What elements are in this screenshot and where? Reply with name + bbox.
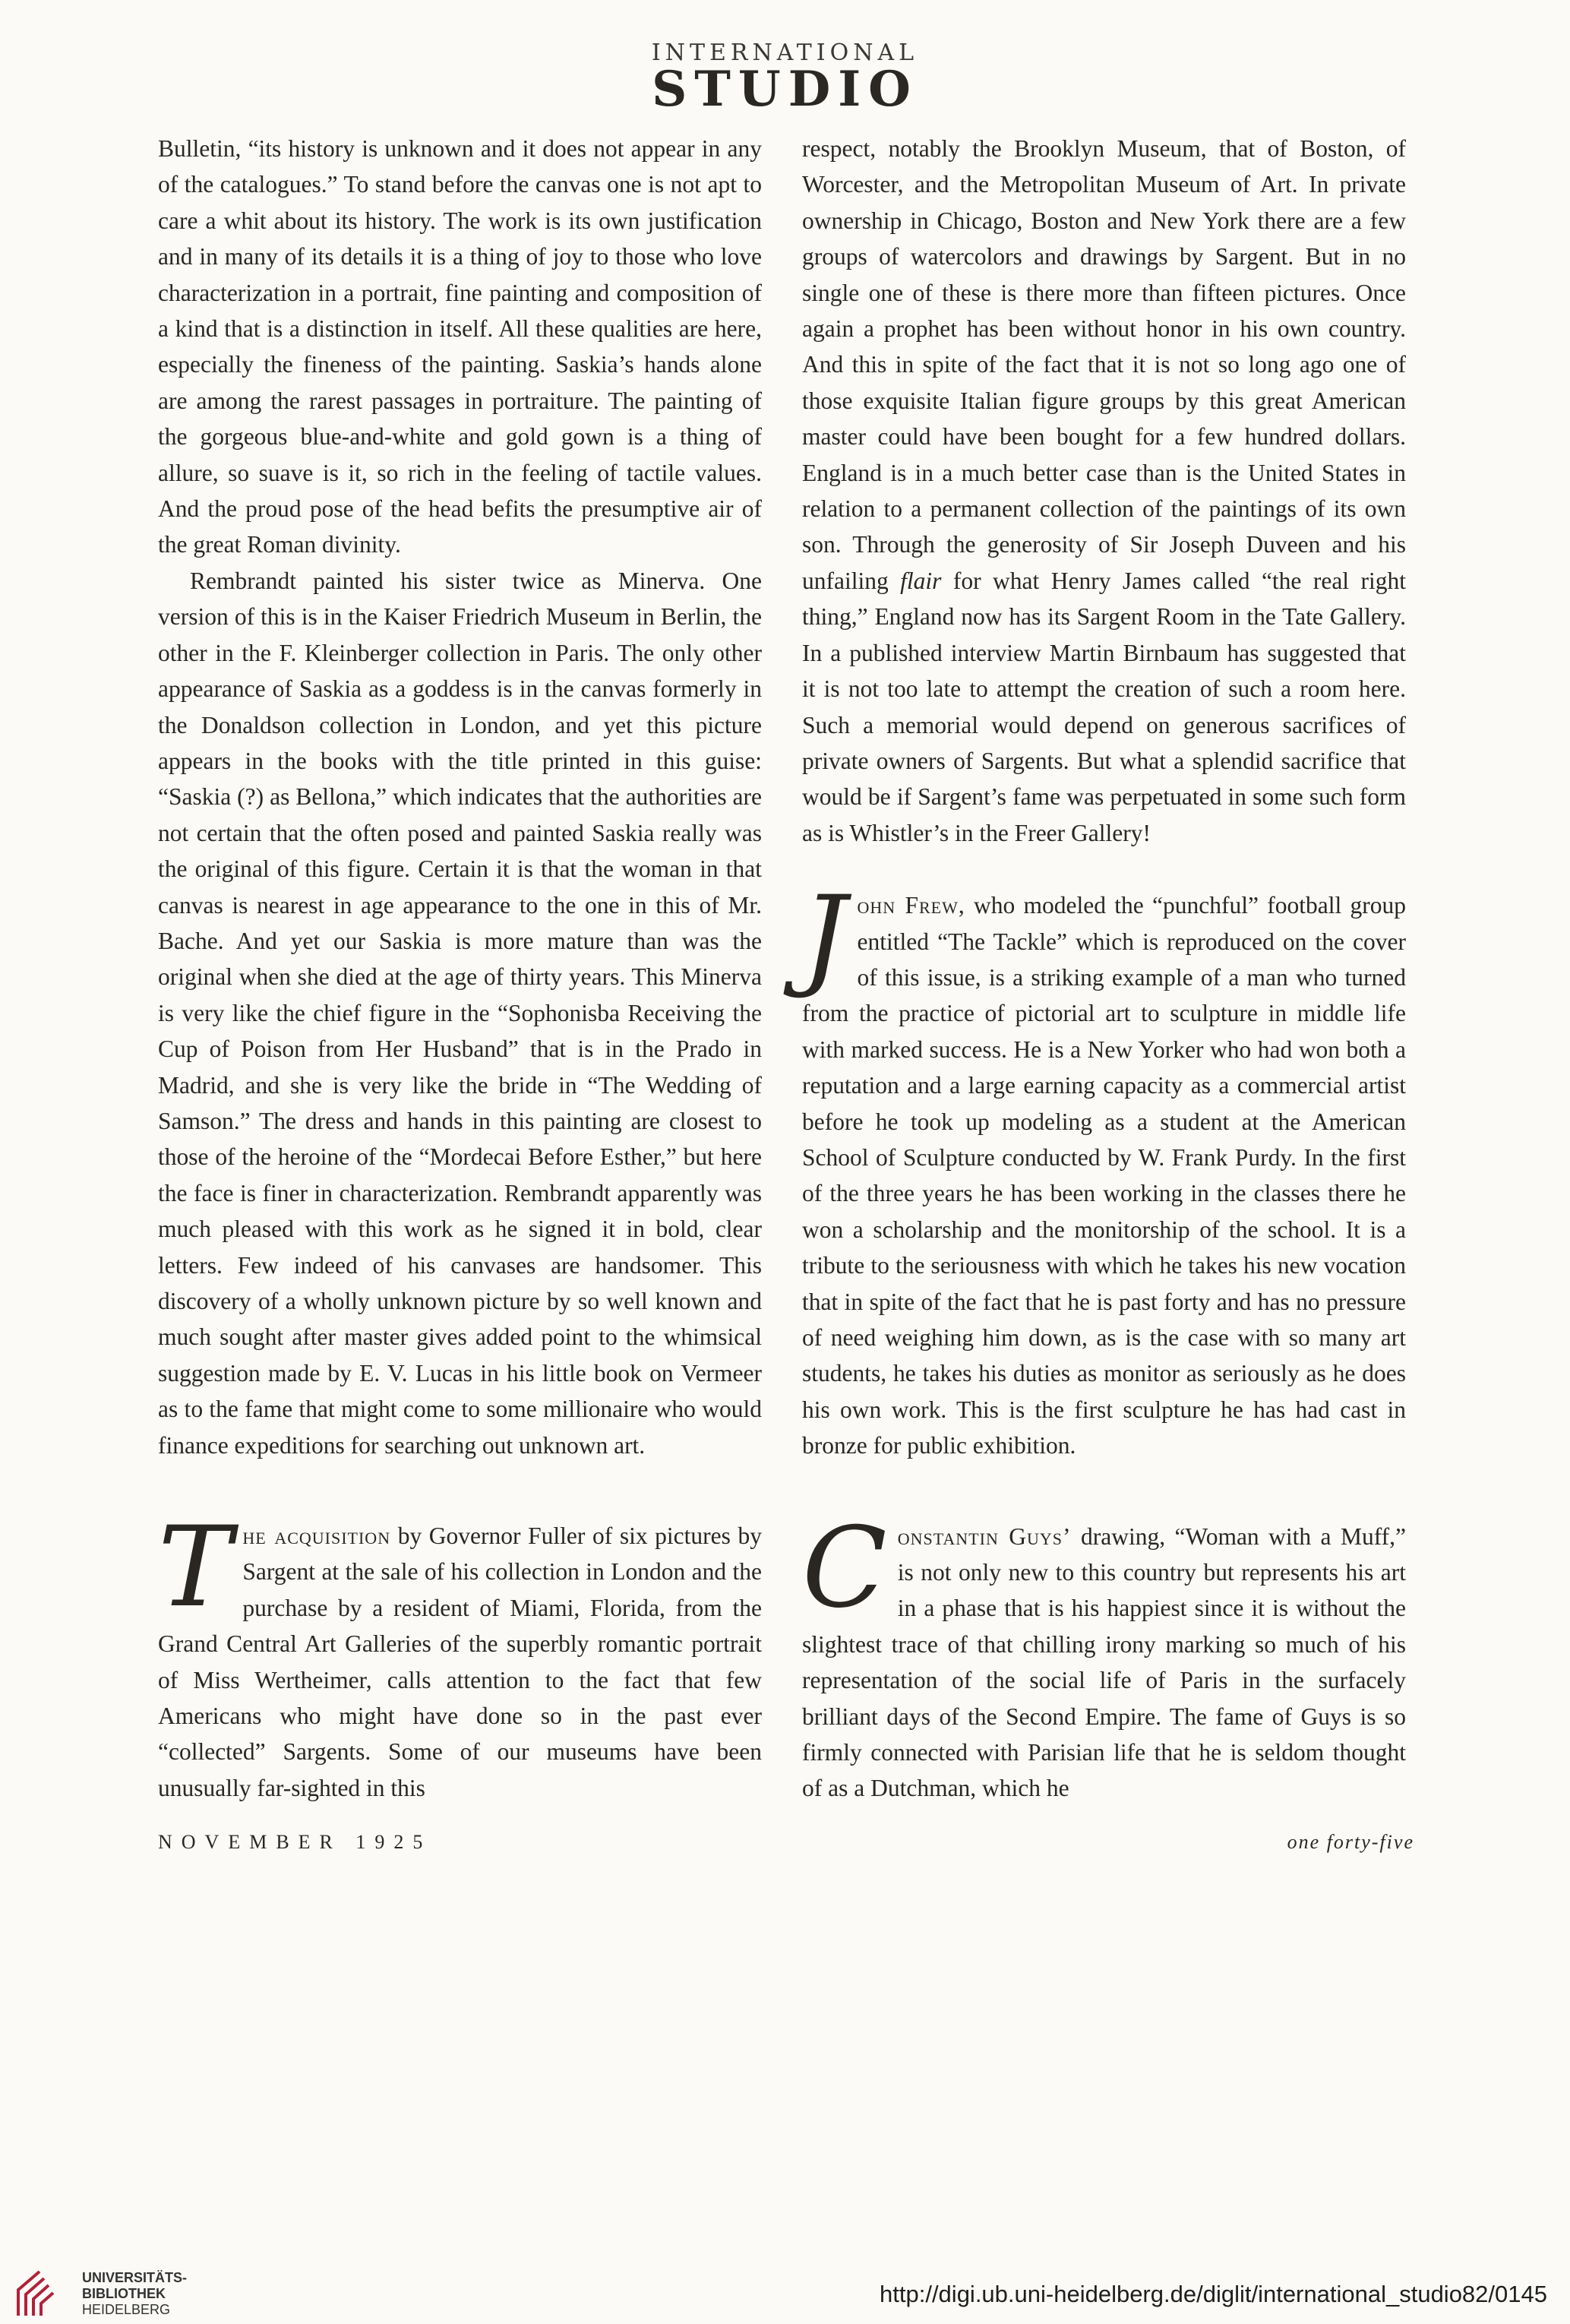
digitization-footer: [0, 2264, 1570, 2324]
masthead-title-line1: INTERNATIONAL: [651, 40, 919, 66]
drop-cap: T: [158, 1503, 232, 1633]
drop-cap: J: [802, 872, 847, 1002]
paragraph-bulletin: [158, 131, 762, 563]
masthead-title-studio: STUDIO: [652, 61, 918, 118]
lead-words: he acquisition: [242, 1522, 391, 1550]
paragraph-sargent-acquisition: [158, 1503, 762, 1806]
paragraph-text: drawing, “Woman with a Muff,” is not only new to this country but represents his art in a phase that is his happiest since it is without the slightest trace of that chilling irony marking so much of his representation of the social life of Paris in the surfacely brilliant days of the Second Empire. The fame of Guys is so firmly connected with Parisian life that he is seldom thought of as a Dutchman, which he: [802, 1522, 1406, 1802]
library-name-line2: BIBLIOTHEK: [82, 2286, 166, 2301]
paragraph-sargent-museums: [802, 131, 1406, 851]
paragraph-text: by Governor Fuller of six pictures by Sargent at the sale of his collection in London and the purchase by a resident of Miami, Florida, from the Grand Central Art Galleries of the superbly romantic portrait of Miss Wertheimer, calls attention to the fact that few Americans who might have done so in the past ever “collected” Sargents. Some of our museums have been unusually far-sighted in this: [158, 1522, 762, 1801]
right-column: [802, 131, 1406, 1807]
italic-word: flair: [900, 567, 942, 594]
paragraph-text: Rembrandt painted his sister twice as Minerva. One version of this is in the Kaiser Friedrich Museum in Berlin, the other in the F. Kleinberger collection in Paris. The only other appearance of Saskia as a goddess is in the canvas formerly in the Donaldson collection in London, and yet this picture appears in the books with the title printed in this guise: “Saskia (?) as Bellona,” which indicates that the authorities are not certain that the often posed and painted Saskia really was the original of this figure. Certain it is that the woman in that canvas is nearest in age appearance to the one in this of Mr. Bache. And yet our Saskia is more mature than was the original when she died at the age of thirty years. This Minerva is very like the chief figure in the “Sophonisba Receiving the Cup of Poison from Her Husband” that is in the Prado in Madrid, and she is very like the bride in “The Wedding of Samson.” The dress and hands in this painting are closest to those of the heroine of the “Mordecai Before Esther,” but here the face is finer in characterization. Rembrandt apparently was much pleased with this work as he signed it in bold, clear letters. Few indeed of his canvases are handsomer. This discovery of a wholly unknown picture by so well known and much sought after master gives added point to the whimsical suggestion made by E. V. Lucas in his little book on Vermeer as to the fame that might come to some millionaire who would finance expeditions for searching out unknown art.: [158, 567, 762, 1459]
paragraph-text: respect, notably the Brooklyn Museum, that of Boston, of Worcester, and the Metropolitan Museum of Art. In private ownership in Chicago, Boston and New York there are a few groups of watercolors and drawings by Sargent. But in no single one of these is there more than fifteen pictures. Once again a prophet has been without honor in his own country. And this in spite of the fact that it is not so long ago one of those exquisite Italian figure groups by this great American master could have been bought for a few hundred dollars. England is in a much better case than is the United States in relation to a permanent collection of the paintings of its own son. Through the generosity of Sir Joseph Duveen and his unfailing: [802, 135, 1406, 594]
library-name-line3: HEIDELBERG: [82, 2302, 171, 2317]
paragraph-text: who modeled the “punchful” football group entitled “The Tackle” which is reproduced on the cover of this issue, is a striking example of a man who turned from the practice of pictorial art to sculpture in middle life with marked success. He is a New Yorker who had won both a reputation and a large earning capacity as a commercial artist before he took up modeling as a student at the American School of Sculpture conducted by W. Frank Purdy. In the first of the three years he has been working in the classes there he won a scholarship and the monitorship of the school. It is a tribute to the seriousness with which he takes his new vocation that in spite of the fact that he is past forty and has no pressure of need weighing him down, as is the case with so many art students, he takes his duties as monitor as seriously as he does his own work. This is the first sculpture he has had cast in bronze for public exhibition.: [802, 892, 1406, 1459]
lead-words: ohn Frew,: [857, 892, 965, 919]
paragraph-constantin-guys: [802, 1503, 1406, 1807]
left-column: [158, 131, 762, 1806]
footer-issue-date: NOVEMBER 1925: [158, 1831, 432, 1853]
paragraph-text: for what Henry James called “the real right thing,” England now has its Sargent Room in the Tate Gallery. In a published interview Martin Birnbaum has suggested that it is not too late to attempt the creation of such a room here. Such a memorial would depend on generous sacrifices of private owners of Sargents. But what a splendid sacrifice that would be if Sargent’s fame was perpetuated in some such form as is Whistler’s in the Freer Gallery!: [802, 567, 1406, 846]
paragraph-rembrandt-minerva: [158, 563, 762, 1463]
library-name-line1: UNIVERSITÄTS-: [82, 2270, 188, 2285]
source-url-link[interactable]: http://digi.ub.uni-heidelberg.de/diglit/international_studio82/0145: [880, 2281, 1547, 2307]
library-logo-icon: [15, 2269, 65, 2319]
library-name: [82, 2270, 187, 2318]
paragraph-text: Bulletin, “its history is unknown and it does not appear in any of the catalogues.” To stand before the canvas one is not apt to care a whit about its history. The work is its own justification and in many of its details it is a thing of joy to those who love characterization in a portrait, fine painting and composition of a kind that is a distinction in itself. All these qualities are here, especially the fineness of the painting. Saskia’s hands alone are among the rarest passages in portraiture. The painting of the gorgeous blue-and-white and gold gown is a thing of allure, so suave is it, so rich in the feeling of tactile values. And the proud pose of the head befits the presumptive air of the great Roman divinity.: [158, 135, 762, 558]
drop-cap: C: [802, 1503, 887, 1633]
lead-words: onstantin Guys’: [897, 1522, 1072, 1550]
paragraph-john-frew: [802, 872, 1406, 1464]
footer-page-number: one forty-five: [1287, 1831, 1414, 1853]
